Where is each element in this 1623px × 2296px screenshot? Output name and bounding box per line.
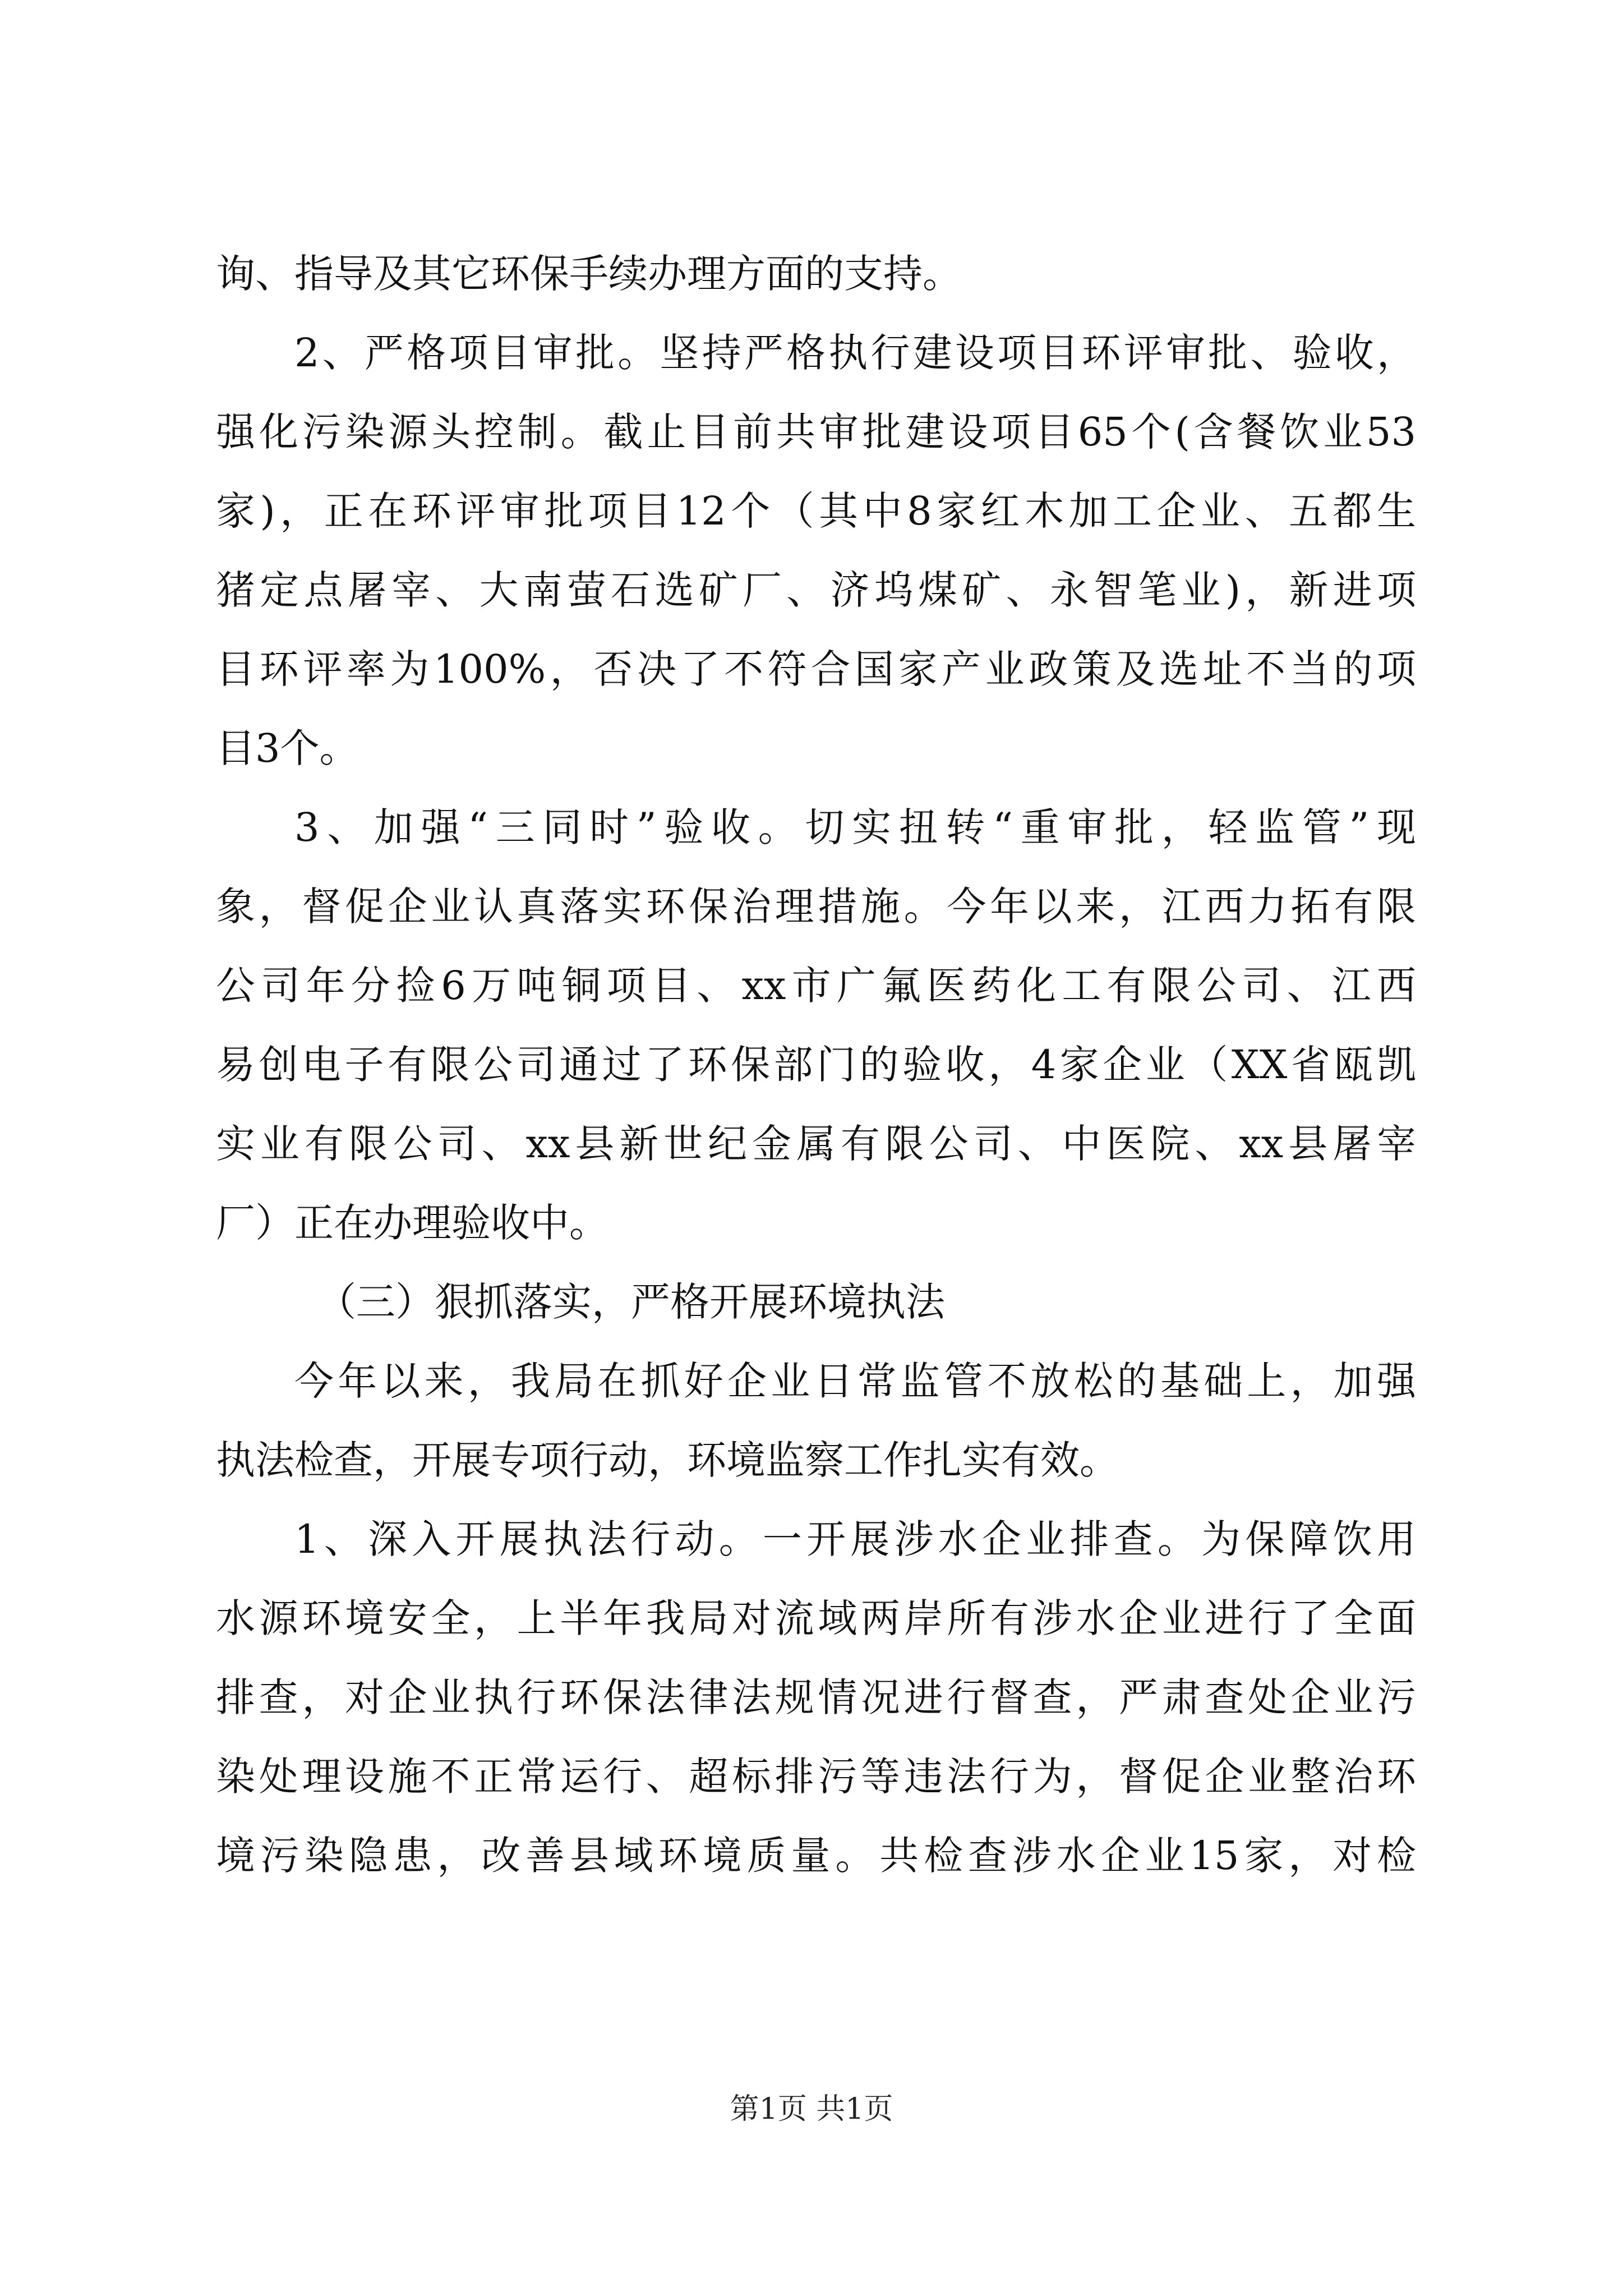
text-line: 公司年分捡6万吨铜项目、xx市广氟医药化工有限公司、江西 xyxy=(216,963,1416,1009)
text-line: 实业有限公司、xx县新世纪金属有限公司、中医院、xx县屠宰 xyxy=(216,1121,1416,1167)
text-line: 目环评率为100%，否决了不符合国家产业政策及选址不当的项 xyxy=(216,646,1416,692)
text-line: 厂）正在办理验收中。 xyxy=(216,1200,608,1246)
text-line: 目3个。 xyxy=(216,725,359,771)
text-line: 今年以来，我局在抓好企业日常监管不放松的基础上，加强 xyxy=(294,1358,1416,1404)
text-line: 执法检查，开展专项行动，环境监察工作扎实有效。 xyxy=(216,1437,1119,1483)
text-line: 排查，对企业执行环保法律法规情况进行督查，严肃查处企业污 xyxy=(216,1674,1416,1720)
page-footer: 第1页 共1页 xyxy=(730,2092,893,2126)
text-line: 2、严格项目审批。坚持严格执行建设项目环评审批、验收， xyxy=(294,330,1416,376)
text-line: 询、指导及其它环保手续办理方面的支持。 xyxy=(216,251,962,297)
text-line: 象，督促企业认真落实环保治理措施。今年以来，江西力拓有限 xyxy=(216,884,1416,930)
text-line: 强化污染源头控制。截止目前共审批建设项目65个(含餐饮业53 xyxy=(216,409,1416,455)
text-line: 染处理设施不正常运行、超标排污等违法行为，督促企业整治环 xyxy=(216,1754,1416,1800)
text-line: 猪定点屠宰、大南萤石选矿厂、济坞煤矿、永智笔业)，新进项 xyxy=(216,567,1416,613)
text-line: 水源环境安全，上半年我局对流域两岸所有涉水企业进行了全面 xyxy=(216,1595,1416,1641)
text-line: 1、深入开展执法行动。一开展涉水企业排查。为保障饮用 xyxy=(294,1516,1416,1562)
text-line: 家)，正在环评审批项目12个（其中8家红木加工企业、五都生 xyxy=(216,488,1416,534)
text-line: 易创电子有限公司通过了环保部门的验收，4家企业（XX省瓯凯 xyxy=(216,1042,1416,1088)
text-line: 境污染隐患，改善县域环境质量。共检查涉水企业15家，对检 xyxy=(216,1833,1416,1879)
section-heading: （三）狠抓落实，严格开展环境执法 xyxy=(317,1279,945,1325)
document-body xyxy=(216,234,1416,1895)
text-line: 3、加强“三同时”验收。切实扭转“重审批，轻监管”现 xyxy=(294,804,1416,850)
